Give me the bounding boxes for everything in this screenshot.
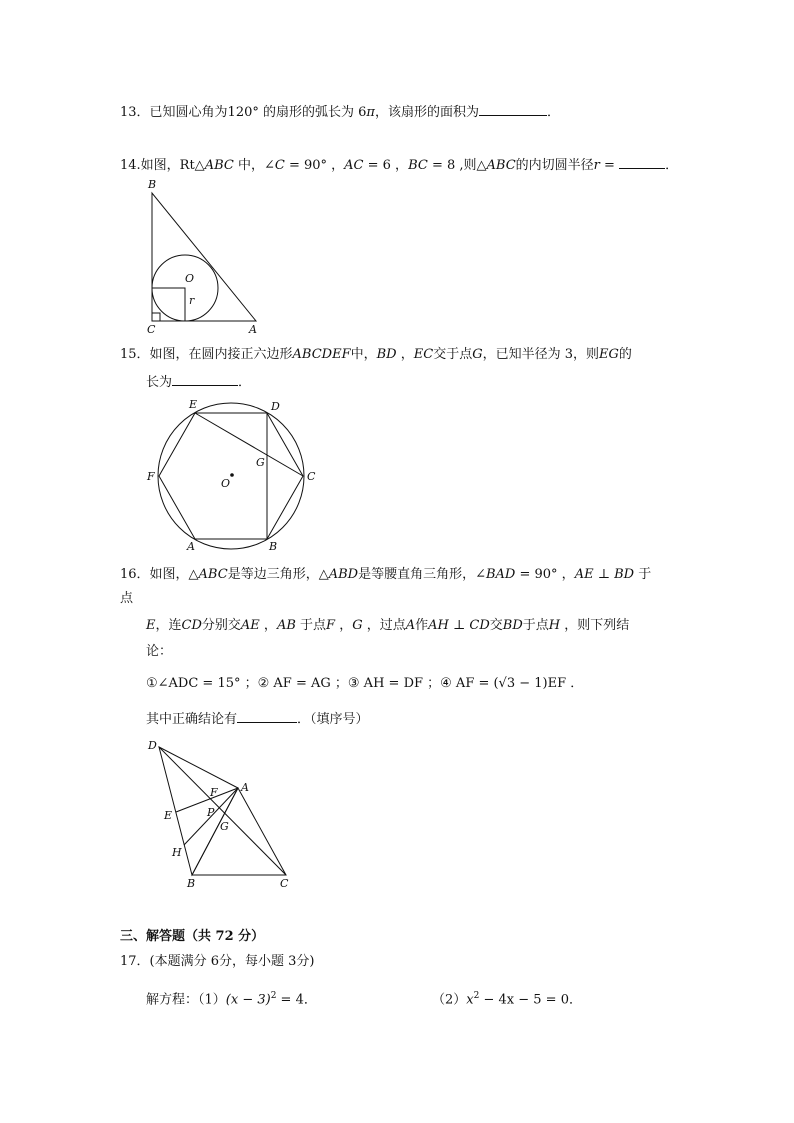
label-p: P xyxy=(207,806,215,819)
label-b: B xyxy=(269,540,278,553)
q17-equation-2: $(2)x^2 - 4x - 5 = 0$． xyxy=(432,991,582,1008)
q14-figure xyxy=(140,176,270,338)
q16-answer-blank[interactable] xyxy=(237,709,297,723)
q16-text-line1b: 点 xyxy=(120,591,134,606)
label-a: A xyxy=(241,781,249,794)
label-c: C xyxy=(280,877,289,890)
q16-text-line3: 论： xyxy=(146,644,173,659)
center-dot xyxy=(230,473,234,477)
triangle-abc xyxy=(152,193,256,321)
q14-answer-blank[interactable] xyxy=(619,155,665,169)
q15-figure xyxy=(143,396,323,554)
q13-answer-blank[interactable] xyxy=(479,102,547,116)
q13-text: 13．已知圆心角为120° 的扇形的弧长为 6π，该扇形的面积为 ． xyxy=(120,102,560,122)
label-f: F xyxy=(147,470,155,483)
label-g: G xyxy=(220,820,229,833)
q14-text: 14.如图，Rt△ABC 中，∠C = 90° ，AC = 6 ，BC = 8 ,则△ABC的内切圆半径r = ． xyxy=(120,155,678,175)
label-d: D xyxy=(271,400,280,413)
label-d: D xyxy=(148,739,157,752)
q16-text-line2: E，连CD分别交AE ，AB 于点F ，G ，过点A作AH ⊥ CD交BD于点H ，则下列结 xyxy=(146,618,630,633)
label-b: B xyxy=(148,178,157,191)
label-c: C xyxy=(307,470,316,483)
label-g: G xyxy=(256,456,265,469)
q16-text-line5: 其中正确结论有 ．（填序号） xyxy=(146,709,369,729)
q15-text-line2: 长为 ． xyxy=(146,372,251,392)
q16-text-line1: 16．如图，△ABC是等边三角形，△ABD是等腰直角三角形，∠BAD = 90° ，AE ⊥ BD 于 xyxy=(120,567,652,582)
label-o: O xyxy=(185,272,195,285)
q15-answer-blank[interactable] xyxy=(172,372,238,386)
label-h: H xyxy=(172,846,182,859)
label-b: B xyxy=(187,877,196,890)
label-r: r xyxy=(189,294,195,307)
label-a: A xyxy=(187,540,195,553)
right-angle-mark xyxy=(152,313,160,321)
q17-equation-1: 解方程：$(1)(x - 3)^2 = 4$． xyxy=(146,991,317,1008)
q17-header: 17．(本题满分 6分，每小题 3分) xyxy=(120,954,315,969)
label-a: A xyxy=(249,323,257,336)
label-c: C xyxy=(147,323,156,336)
triangle-abc xyxy=(192,788,286,875)
q16-conclusions: ①∠ADC = 15° ；② AF = AG ；③ AH = DF ；④ AF = (√3 − 1)EF ． xyxy=(146,676,584,691)
q16-figure xyxy=(140,733,300,893)
label-e: E xyxy=(164,809,173,822)
label-e: E xyxy=(189,398,198,411)
segment-ec xyxy=(195,413,303,476)
label-o: O xyxy=(221,477,231,490)
q15-text-line1: 15．如图，在圆内接正六边形ABCDEF中，BD ，EC交于点G，已知半径为 3，则EG的 xyxy=(120,347,632,362)
section-title: 三、解答题（共 72 分） xyxy=(120,929,265,944)
label-f: F xyxy=(210,786,218,799)
